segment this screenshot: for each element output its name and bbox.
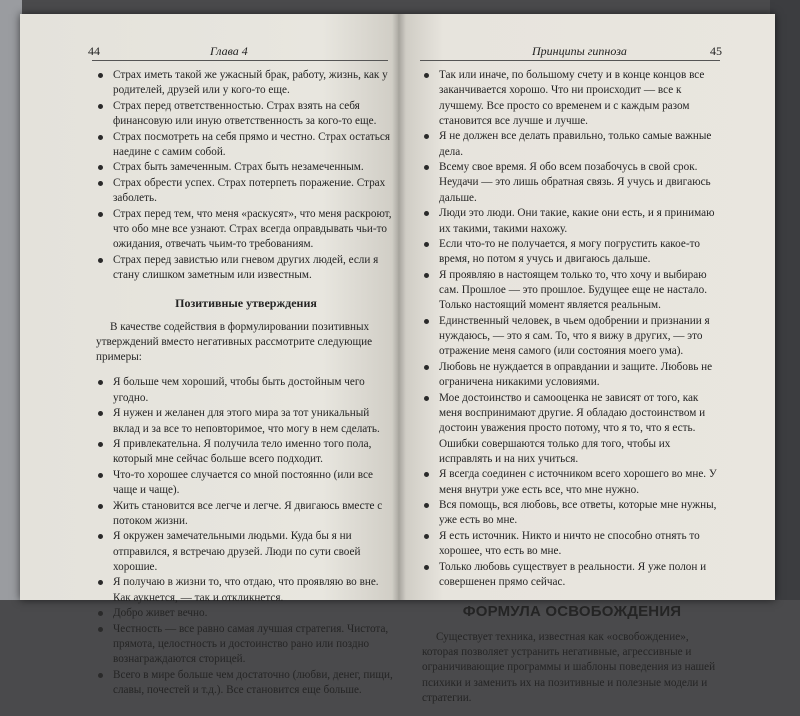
bullet-icon (98, 580, 103, 585)
bullet-icon (98, 442, 103, 447)
closing-paragraph: Существует техника, известная как «освобождение», которая позволяет устранить негативные, агрессивные и ограничивающие программы и шаблоны поведения из нашей психики и заменить их на позитивные и полезные модели и стратегии. (422, 630, 716, 704)
bullet-icon (424, 365, 429, 370)
list-item: Единственный человек, в чьем одобрении и признании я нуждаюсь, — это я сам. То, что я вижу в других, — это отражение меня самого (или состояния моего ума). (422, 314, 722, 360)
list-item: Так или иначе, по большому счету и в конце концов все заканчивается хорошо. Что ни происходит — все к лучшему. Все просто со временем и с каждым разом становится все лучше и лучше. (422, 68, 722, 129)
right-page-number: 45 (710, 44, 722, 58)
list-item: Мое достоинство и самооценка не зависят от того, как меня воспринимают другие. Я обладаю достоинством и достоин уважения просто потому, что я то, что я есть. Ошибки совершаются только для того, чтобы их исправлять и на них учиться. (422, 391, 722, 467)
affirmations-list-left (96, 375, 396, 698)
fears-list (96, 68, 396, 283)
bullet-icon (98, 611, 103, 616)
list-item: Честность — все равно самая лучшая стратегия. Чистота, прямота, целостность и достоинство рано или поздно вознаграждаются сторицей. (96, 622, 396, 668)
bullet-icon (424, 396, 429, 401)
left-page-text (96, 68, 396, 699)
bullet-icon (424, 565, 429, 570)
list-item: Я есть источник. Никто и ничто не способно отнять то хорошее, что есть во мне. (422, 529, 722, 560)
list-item: Страх посмотреть на себя прямо и честно. Страх остаться наедине с самим собой. (96, 130, 396, 161)
list-item: Я получаю в жизни то, что отдаю, что проявляю во вне. Как аукнется, — так и откликнется. (96, 575, 396, 606)
right-page (398, 14, 775, 704)
bullet-icon (98, 473, 103, 478)
list-item: Я окружен замечательными людьми. Куда бы я ни отправился, я встречаю друзей. Люди по сути своей хорошие. (96, 529, 396, 575)
right-chapter-title: Принципы гипноза (532, 44, 627, 58)
list-item: Если что-то не получается, я могу погрустить какое-то время, но потом я учусь и двигаюсь дальше. (422, 237, 722, 268)
list-item: Страх перед завистью или гневом других людей, если я стану слишком заметным или известным. (96, 253, 396, 284)
bullet-icon (98, 165, 103, 170)
intro-paragraph: В качестве содействия в формулировании позитивных утверждений вместо негативных рассмотрите следующие примеры: (96, 320, 373, 364)
bullet-icon (98, 411, 103, 416)
left-running-head (88, 44, 388, 61)
bullet-icon (424, 273, 429, 278)
bullet-icon (424, 165, 429, 170)
open-book (20, 14, 775, 704)
list-item: Всему свое время. Я обо всем позабочусь в свой срок. Неудачи — это лишь обратная связь. Я учусь и двигаюсь дальше. (422, 160, 722, 206)
list-item: Страх перед ответственностью. Страх взять на себя финансовую или иную ответственность за кого-то еще. (96, 99, 396, 130)
list-item: Всего в мире больше чем достаточно (любви, денег, пищи, славы, почестей и т.д.). Все становится еще больше. (96, 668, 396, 699)
left-page-number: 44 (88, 44, 100, 58)
bullet-icon (424, 73, 429, 78)
bullet-icon (424, 211, 429, 216)
bullet-icon (98, 135, 103, 140)
bullet-icon (98, 534, 103, 539)
bullet-icon (424, 503, 429, 508)
list-item: Я не должен все делать правильно, только самые важные дела. (422, 129, 722, 160)
list-item: Страх перед тем, что меня «раскусят», что меня раскроют, что обо мне все узнают. Страх всегда оправдывать чьи-то ожидания, отвечать чьим-то требованиям. (96, 207, 396, 253)
list-item: Я проявляю в настоящем только то, что хочу и выбираю сам. Прошлое — это прошлое. Будущее еще не настало. Только настоящий момент является реальным. (422, 268, 722, 314)
bullet-icon (424, 134, 429, 139)
section-heading: ФОРМУЛА ОСВОБОЖДЕНИЯ (462, 603, 682, 621)
bullet-icon (98, 73, 103, 78)
list-item: Добро живет вечно. (96, 606, 396, 621)
list-item: Только любовь существует в реальности. Я уже полон и совершенен прямо сейчас. (422, 560, 722, 591)
bullet-icon (424, 319, 429, 324)
list-item: Страх быть замеченным. Страх быть незамеченным. (96, 160, 396, 175)
bullet-icon (98, 212, 103, 217)
right-running-head (420, 44, 720, 61)
bullet-icon (98, 181, 103, 186)
list-item: Я больше чем хороший, чтобы быть достойным чего угодно. (96, 375, 396, 406)
list-item: Страх обрести успех. Страх потерпеть поражение. Страх заболеть. (96, 176, 396, 207)
bullet-icon (98, 627, 103, 632)
bullet-icon (98, 504, 103, 509)
affirmations-list-right (422, 68, 722, 590)
list-item: Я нужен и желанен для этого мира за тот уникальный вклад и за все то неповторимое, что могу в нем сделать. (96, 406, 396, 437)
right-page-text (422, 68, 722, 716)
list-item: Любовь не нуждается в оправдании и защите. Любовь не ограничена никакими условиями. (422, 360, 722, 391)
bullet-icon (98, 104, 103, 109)
list-item: Что-то хорошее случается со мной постоянно (или все чаще и чаще). (96, 468, 396, 499)
bullet-icon (424, 534, 429, 539)
list-item: Я всегда соединен с источником всего хорошего во мне. У меня внутри уже есть все, что мне нужно. (422, 467, 722, 498)
left-page (20, 14, 398, 697)
bullet-icon (424, 242, 429, 247)
background-surface (0, 0, 22, 600)
bullet-icon (98, 673, 103, 678)
bullet-icon (98, 380, 103, 385)
left-chapter-title: Глава 4 (210, 44, 248, 58)
subheading: Позитивные утверждения (175, 296, 317, 311)
list-item: Страх иметь такой же ужасный брак, работу, жизнь, как у родителей, друзей или у кого-то еще. (96, 68, 396, 99)
list-item: Я привлекательна. Я получила тело именно того пола, который мне сейчас больше всего подходит. (96, 437, 396, 468)
bullet-icon (98, 258, 103, 263)
list-item: Жить становится все легче и легче. Я двигаюсь вместе с потоком жизни. (96, 499, 396, 530)
list-item: Люди это люди. Они такие, какие они есть, и я принимаю их такими, такими нахожу. (422, 206, 722, 237)
book-gutter (392, 14, 406, 600)
bullet-icon (424, 472, 429, 477)
list-item: Вся помощь, вся любовь, все ответы, которые мне нужны, уже есть во мне. (422, 498, 722, 529)
